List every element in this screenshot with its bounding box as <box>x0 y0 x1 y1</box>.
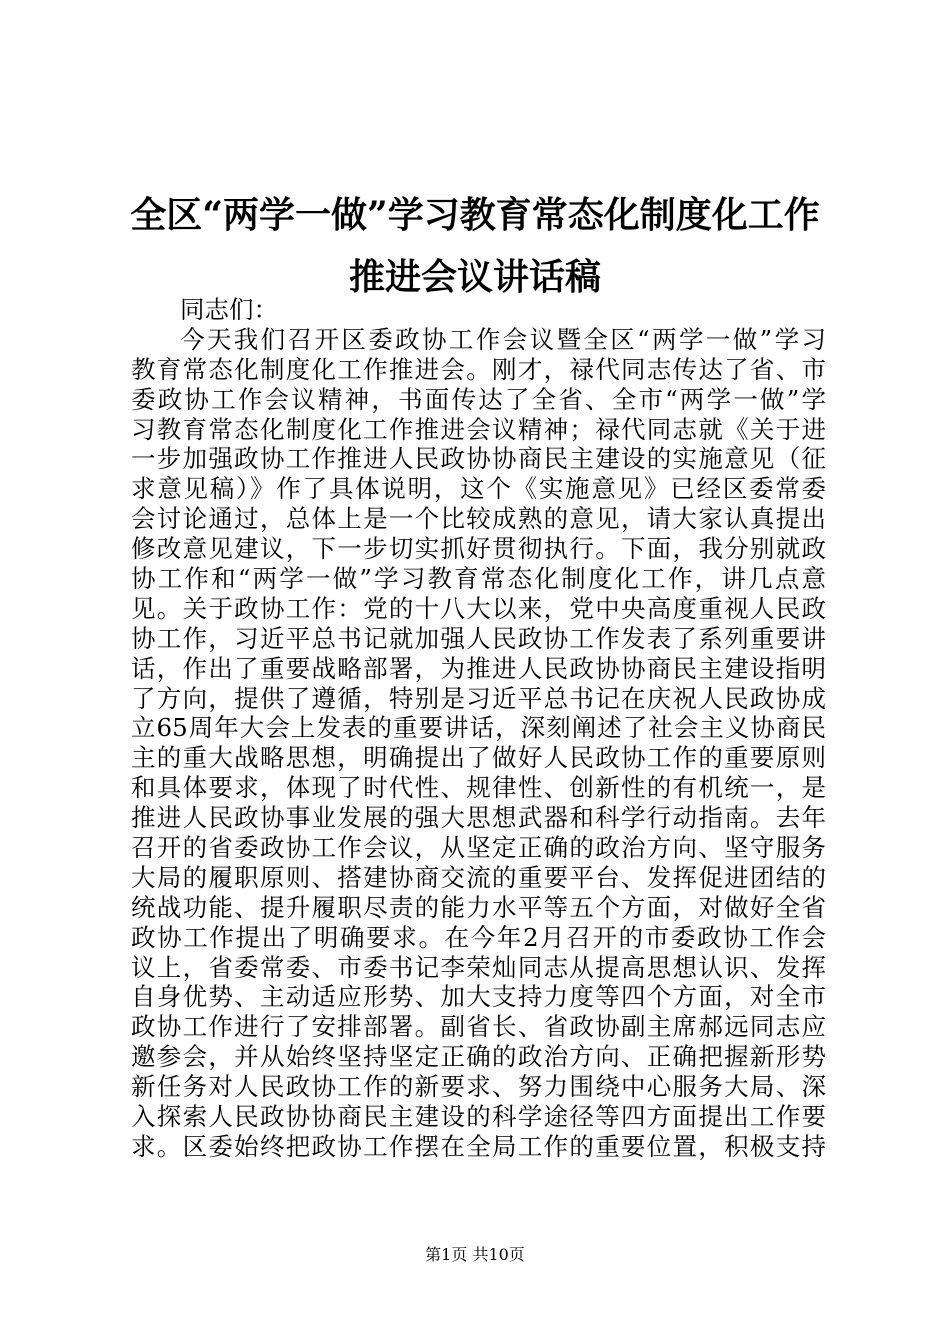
body-line: 协工作，习近平总书记就加强人民政协工作发表了系列重要讲 <box>131 623 826 653</box>
page-footer: 第1页 共10页 <box>425 1245 525 1264</box>
body-line: 会讨论通过，总体上是一个比较成熟的意见，请大家认真提出 <box>131 504 826 534</box>
body-line: 主的重大战略思想，明确提出了做好人民政协工作的重要原则 <box>131 743 826 773</box>
salutation: 同志们： <box>180 295 278 324</box>
title-line-2: 推进会议讲话稿 <box>348 256 601 298</box>
title-line-1: 全区“两学一做”学习教育常态化制度化工作 <box>130 194 820 236</box>
body-line: 委政协工作会议精神，书面传达了全省、全市“两学一做”学 <box>131 384 826 414</box>
body-line: 召开的省委政协工作会议，从坚定正确的政治方向、坚守服务 <box>131 833 826 863</box>
body-line: 议上，省委常委、市委书记李荣灿同志从提高思想认识、发挥 <box>131 952 826 982</box>
document-title <box>100 184 850 308</box>
body-line: 入探索人民政协协商民主建设的科学途径等四方面提出工作要 <box>131 1102 826 1132</box>
body-line: 立65周年大会上发表的重要讲话，深刻阐述了社会主义协商民 <box>131 713 826 743</box>
body-line: 习教育常态化制度化工作推进会议精神；禄代同志就《关于进 <box>131 414 826 444</box>
body-line: 新任务对人民政协工作的新要求、努力围绕中心服务大局、深 <box>131 1072 826 1102</box>
body-line: 求。区委始终把政协工作摆在全局工作的重要位置，积极支持 <box>131 1131 826 1161</box>
body-line: 修改意见建议，下一步切实抓好贯彻执行。下面，我分别就政 <box>131 534 826 564</box>
body-line: 了方向，提供了遵循，特别是习近平总书记在庆祝人民政协成 <box>131 683 826 713</box>
document-body <box>131 295 826 1162</box>
body-line: 求意见稿）》作了具体说明，这个《实施意见》已经区委常委 <box>131 474 826 504</box>
body-line: 推进人民政协事业发展的强大思想武器和科学行动指南。去年 <box>131 803 826 833</box>
body-line: 和具体要求，体现了时代性、规律性、创新性的有机统一，是 <box>131 773 826 803</box>
body-line: 自身优势、主动适应形势、加大支持力度等四个方面，对全市 <box>131 982 826 1012</box>
body-line: 政协工作提出了明确要求。在今年2月召开的市委政协工作会 <box>131 922 826 952</box>
body-line: 教育常态化制度化工作推进会。刚才，禄代同志传达了省、市 <box>131 354 826 384</box>
body-line: 协工作和“两学一做”学习教育常态化制度化工作，讲几点意 <box>131 564 826 594</box>
body-line: 见。关于政协工作：党的十八大以来，党中央高度重视人民政 <box>131 593 826 623</box>
body-line: 政协工作进行了安排部署。副省长、省政协副主席郝远同志应 <box>131 1012 826 1042</box>
body-line: 今天我们召开区委政协工作会议暨全区“两学一做”学习 <box>180 324 826 354</box>
body-line: 大局的履职原则、搭建协商交流的重要平台、发挥促进团结的 <box>131 862 826 892</box>
body-line: 一步加强政协工作推进人民政协协商民主建设的实施意见（征 <box>131 444 826 474</box>
body-line: 话，作出了重要战略部署，为推进人民政协协商民主建设指明 <box>131 653 826 683</box>
body-line: 邀参会，并从始终坚持坚定正确的政治方向、正确把握新形势 <box>131 1042 826 1072</box>
body-line: 统战功能、提升履职尽责的能力水平等五个方面，对做好全省 <box>131 892 826 922</box>
